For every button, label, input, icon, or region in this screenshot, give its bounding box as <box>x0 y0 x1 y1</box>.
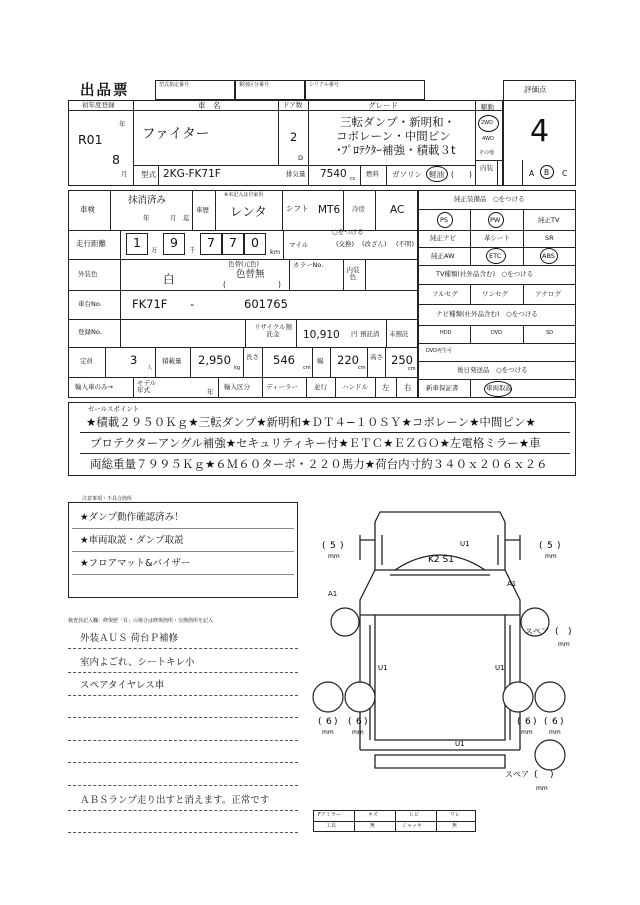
recycle-value: 10,910 <box>303 329 340 341</box>
recycle-label: リサイクル預託金 <box>253 323 293 339</box>
inspection-until-unit: 迄 <box>183 214 190 222</box>
load-unit: kg <box>234 365 241 371</box>
tire-rear-right-inner-depth: 6 <box>525 717 531 727</box>
door-unit: D <box>298 154 304 162</box>
svg-text:): ) <box>364 717 368 727</box>
capacity-label: 定員 <box>80 357 93 365</box>
height-label: 高さ <box>370 353 383 361</box>
model-label: 型式 <box>141 170 156 179</box>
spare-upper-label: スペア <box>525 627 549 636</box>
color-paren-open: ( <box>223 280 226 289</box>
length-value: 546 <box>273 353 295 367</box>
color-change-value: 色替無 <box>236 269 265 280</box>
navi-type-title: ナビ種類(社外品含む) ○をつける <box>436 310 538 318</box>
parallel-option: 並行 <box>314 383 327 391</box>
inspector-item-3: スペアタイヤレス車 <box>80 680 165 691</box>
recycle-unpaid: 未預託 <box>389 330 409 338</box>
chassis-number: 601765 <box>244 297 288 311</box>
car-name: ファイター <box>142 126 210 142</box>
tools-header-3: ヒビ <box>409 812 420 818</box>
fuel-label: 燃料 <box>366 170 379 178</box>
tools-value-3: ジャッキ <box>402 823 422 829</box>
genuine-tv-option: 純正TV <box>538 216 560 224</box>
width-value: 220 <box>337 353 359 367</box>
tire-front-left-depth: 5 <box>330 541 336 551</box>
grade-line-2: コボレーン・中間ピン <box>336 129 451 143</box>
svg-text:(: ( <box>534 770 538 780</box>
recycle-paid: 預託済 <box>360 330 380 338</box>
displacement-value: 7540 <box>320 168 347 180</box>
tire-rear-right-outer-unit: mm <box>549 729 561 736</box>
left-option: 左 <box>382 383 390 392</box>
svg-text:): ) <box>533 717 537 727</box>
u1-left-label: U1 <box>378 664 388 672</box>
mileage-digit-2: 9 <box>170 235 178 250</box>
drive-4wd: 4WD <box>482 136 494 142</box>
shift-label: シフト <box>286 204 309 213</box>
inspector-bottom-note: ＡＢＳランプ走り出すと消えます。正常です <box>80 795 270 806</box>
height-value: 250 <box>391 353 413 367</box>
width-unit: cm <box>358 365 366 371</box>
registration-era: R01 <box>78 132 103 147</box>
svg-text:(: ( <box>318 717 322 727</box>
u1-right-label: U1 <box>495 664 505 672</box>
private-use-note: ※未記入は自家用 <box>224 192 264 198</box>
mile-circle-note: ○をつける <box>332 228 364 236</box>
load-label: 積載量 <box>162 357 182 365</box>
fuel-paren-open: ( <box>451 170 454 179</box>
interior-label: 内装 <box>480 164 493 172</box>
exterior-color-label: 外装色 <box>78 270 98 278</box>
interior-a: A <box>529 169 535 178</box>
tire-rear-left-inner-depth: 6 <box>356 717 362 727</box>
mileage-digit-1: 1 <box>133 235 141 250</box>
chassis-dash: - <box>190 297 195 311</box>
tire-front-left-unit: mm <box>328 553 340 560</box>
ac-value: AC <box>390 204 405 216</box>
svg-text:): ) <box>334 717 338 727</box>
mile-label: マイル <box>289 241 309 249</box>
grade-line-3: ･ﾌﾟﾛﾃｸﾀｰ補強・積載３t <box>336 143 456 157</box>
registration-month: 8 <box>112 152 120 167</box>
later-shipping-title: 後日発送品 ○をつける <box>457 366 528 374</box>
svg-text:): ) <box>340 541 344 551</box>
u1-top-label: U1 <box>460 540 470 548</box>
svg-text:): ) <box>557 541 561 551</box>
sales-point-line-1: ★積載２９５０Ｋｇ★三転ダンプ★新明和★ＤＴ４−１０ＳＹ★コボレーン★中間ピン★ <box>86 415 536 429</box>
km-unit: km <box>270 248 281 256</box>
color-paren-close: ) <box>278 280 281 289</box>
interior-color-label: 内装色 <box>346 266 360 281</box>
analog-option: アナログ <box>535 290 561 298</box>
type-designation-label: 型式指定番号 <box>159 82 190 88</box>
year-unit: 年 <box>119 120 126 128</box>
interior-b: B <box>544 168 550 177</box>
u1-rear-label: U1 <box>455 740 465 748</box>
note-item-1: ★ダンプ動作確認済み！ <box>80 512 184 523</box>
sales-point-line-3: 両総重量７９９５Ｋｇ★６Ｍ６０ターボ・２２０馬力★荷台内寸約３４０ｘ２０６ｘ２６ <box>90 457 548 471</box>
dvd-option: DVD <box>491 330 503 336</box>
import-division-label: 輸入区分 <box>224 383 250 391</box>
svg-text:): ) <box>560 717 564 727</box>
fuel-paren-close: ) <box>469 170 472 179</box>
equipment-title: 純正装備品 ○をつける <box>454 195 525 203</box>
sales-points-label: セールスポイント <box>88 405 140 413</box>
inspection-month-unit: 月 <box>170 214 177 222</box>
svg-text:(: ( <box>517 717 521 727</box>
displacement-label: 排気量 <box>286 170 306 178</box>
svg-text:(: ( <box>348 717 352 727</box>
drive-2wd: 2WD <box>481 120 493 126</box>
capacity-value: 3 <box>130 353 138 367</box>
interior-c: C <box>562 169 568 178</box>
leather-option: 革シート <box>484 234 510 242</box>
tools-header-1: Fアミラー <box>318 812 341 818</box>
color-no-label: カラーNo. <box>293 261 324 269</box>
tire-front-right-depth: 5 <box>547 541 553 551</box>
mileage-label: 走行距離 <box>76 239 106 248</box>
svg-text:(: ( <box>555 627 559 637</box>
oneseg-option: ワンセグ <box>482 290 508 298</box>
fullseg-option: フルセグ <box>432 290 458 298</box>
a1-left-label: A1 <box>328 590 338 598</box>
month-unit: 月 <box>121 170 128 178</box>
mileage-digit-3: 7 <box>207 235 215 250</box>
car-name-label: 車 名 <box>198 101 221 110</box>
vehicle-damage-diagram <box>300 500 580 810</box>
cc-unit: cc <box>350 176 356 182</box>
mile-tamper: (改ざん) <box>362 240 387 248</box>
model-code: 2KG-FK71F <box>163 168 221 180</box>
tools-value-2: 無 <box>370 823 376 829</box>
note-item-2: ★車両取説・ダンプ取説 <box>80 535 184 546</box>
pw-option: PW <box>490 216 501 224</box>
tire-rear-left-outer-depth: 6 <box>326 717 332 727</box>
etc-option: ETC <box>489 252 502 260</box>
inspection-year-unit: 年 <box>143 214 150 222</box>
dvd-play-option: DVD再生可 <box>426 348 453 354</box>
tire-rear-right-outer-depth: 6 <box>552 717 558 727</box>
inspector-item-1: 外装ＡＵＳ 荷台Ｐ補修 <box>80 633 179 644</box>
tools-value-1: 工具 <box>326 823 337 829</box>
svg-text:(: ( <box>322 541 326 551</box>
svg-text:(: ( <box>539 541 543 551</box>
shift-value: MT6 <box>318 204 341 216</box>
tv-type-title: TV種類(社外品含む) ○をつける <box>436 270 534 278</box>
sales-point-line-2: プロテクターアングル補強★セキュリティキー付★ＥＴＣ★ＥＺＧＯ★左電格ミラー★車 <box>90 436 541 450</box>
warranty-option: 新車保証書 <box>426 384 459 392</box>
tire-rear-left-inner-unit: mm <box>352 729 364 736</box>
svg-text:(: ( <box>544 717 548 727</box>
spare-upper-unit: mm <box>558 641 570 648</box>
drive-other: その他 <box>479 150 495 156</box>
tire-rear-right-inner-unit: mm <box>521 729 533 736</box>
height-unit: cm <box>408 366 416 372</box>
right-option: 右 <box>404 383 412 392</box>
serial-label: シリアル番号 <box>309 82 339 88</box>
tools-header-2: キズ <box>368 812 378 818</box>
length-label: 長さ <box>246 353 259 361</box>
sen-unit: 千 <box>189 246 196 254</box>
recycle-yen: 円 <box>351 330 358 338</box>
inspector-item-2: 室内よごれ、シートキレ小 <box>80 657 195 668</box>
dealer-option: ディーラー <box>266 383 298 391</box>
sunroof-option: SR <box>545 234 554 242</box>
page-title: 出品票 <box>80 83 130 99</box>
length-unit: cm <box>303 365 311 371</box>
usage-value: レンタ <box>230 204 267 219</box>
mileage-digit-5: 0 <box>251 235 259 250</box>
score-label: 評価点 <box>524 85 547 94</box>
a1-right-label: A1 <box>507 580 517 588</box>
chassis-model: FK71F <box>132 297 168 311</box>
tire-front-right-unit: mm <box>545 553 557 560</box>
mileage-digit-4: 7 <box>229 235 237 250</box>
drive-label: 駆動 <box>481 103 494 111</box>
abs-option: ABS <box>542 252 555 260</box>
mile-exchange: (交換) <box>336 240 355 248</box>
handle-label: ハンドル <box>342 383 368 391</box>
load-value: 2,950 <box>198 353 231 367</box>
inspector-label: 検査員記入欄：修復歴「有」の場合は修復箇所・交換箇所を記入 <box>68 618 214 624</box>
first-registration-label: 初年度登録 <box>82 101 115 109</box>
genuine-aw-option: 純正AW <box>431 252 455 260</box>
model-year-label: モデル年式 <box>137 379 157 395</box>
fuel-diesel: 軽油 <box>429 170 444 179</box>
usage-label: 車歴 <box>196 206 209 214</box>
genuine-navi-option: 純正ナビ <box>430 234 456 242</box>
registration-no-label: 登録No. <box>78 328 102 336</box>
color-change-label: 色替(元色) <box>228 260 260 268</box>
model-year-unit: 年 <box>207 388 214 396</box>
spare-lower-unit: mm <box>536 785 548 792</box>
category-label: 類別区分番号 <box>239 82 270 88</box>
notes-label: 注意事項・不具合箇所 <box>82 496 133 502</box>
note-item-3: ★フロアマット&バイザー <box>80 558 191 569</box>
door-count: 2 <box>290 130 298 144</box>
grade-line-1: 三転ダンプ・新明和・ <box>340 115 456 129</box>
capacity-unit: 人 <box>147 365 153 371</box>
hdd-option: HDD <box>440 330 452 336</box>
spare-lower-label: スペア <box>505 770 529 779</box>
grade-label: グレード <box>368 101 398 110</box>
width-label: 幅 <box>317 357 324 365</box>
svg-text:): ) <box>568 627 572 637</box>
fuel-gasoline: ガソリン <box>392 170 422 179</box>
tools-value-4: 無 <box>452 823 458 829</box>
import-only-label: 輸入車のみ→ <box>75 383 113 391</box>
tire-rear-left-outer-unit: mm <box>322 729 334 736</box>
bed-damage-label: K2 S1 <box>428 555 454 565</box>
manual-option: 車両取説 <box>486 384 512 392</box>
sd-option: SD <box>546 330 554 336</box>
ps-option: PS <box>440 216 449 224</box>
inspection-label: 車検 <box>80 205 95 214</box>
tools-header-4: ワレ <box>450 812 461 818</box>
man-unit: 万 <box>151 246 158 254</box>
score-value: 4 <box>530 114 550 149</box>
exterior-color-value: 白 <box>163 272 175 286</box>
svg-text:): ) <box>550 770 554 780</box>
ac-label: 冷房 <box>352 205 365 213</box>
chassis-label: 車台No. <box>78 300 102 308</box>
mile-unknown: (不明) <box>396 240 415 248</box>
door-count-label: ドア数 <box>283 101 303 109</box>
inspection-value: 抹消済み <box>128 195 167 206</box>
